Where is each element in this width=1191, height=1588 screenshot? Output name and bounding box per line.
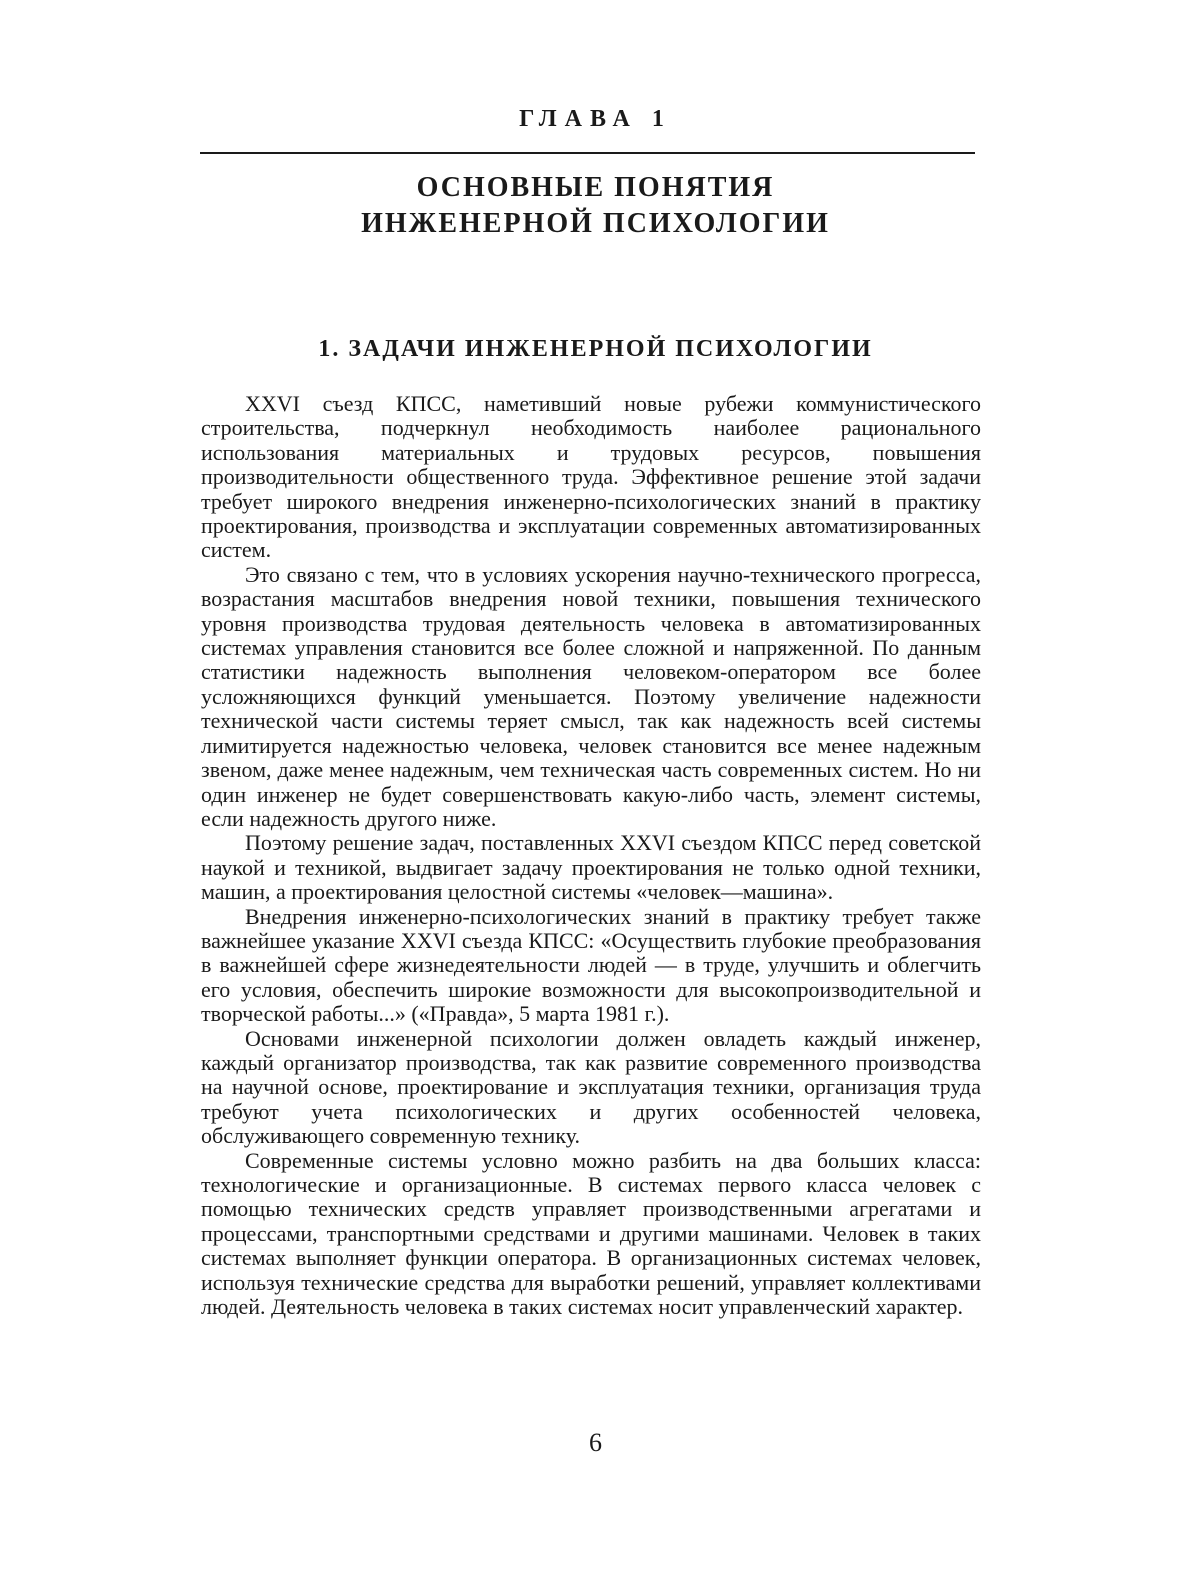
chapter-title-line-2: ИНЖЕНЕРНОЙ ПСИХОЛОГИИ — [361, 208, 830, 239]
chapter-divider — [200, 152, 975, 154]
paragraph: Основами инженерной психологии должен овладеть каждый инженер, каждый организатор производства, так как развитие современного производства на научной основе, проектирование и эксплуатация техники, организация труда требуют учета психологических и других особенностей человека, обслуживающего современную технику. — [201, 1025, 981, 1149]
paragraph: Внедрения инженерно-психологических знаний в практику требует также важнейшее указание XXVI съезда КПСС: «Осуществить глубокие преобразования в важнейшей сфере жизнедеятельности людей — в труде, улучшить и облегчить его условия, обеспечить широкие возможности для высокопроизводительной и творческой работы...» («Правда», 5 марта 1981 г.). — [201, 903, 981, 1027]
paragraph: Поэтому решение задач, поставленных XXVI съездом КПСС перед советской наукой и техникой, выдвигает задачу проектирования не только одной техники, машин, а проектирования целостной системы «человек—машина». — [201, 830, 981, 905]
section-title: 1. ЗАДАЧИ ИНЖЕНЕРНОЙ ПСИХОЛОГИИ — [318, 336, 873, 362]
body-text — [201, 392, 981, 1319]
paragraph: Современные системы условно можно разбить на два больших класса: технологические и организационные. В системах первого класса человек с помощью технических средств управляет производственными агрегатами и процессами, транспортными средствами и другими машинами. Человек в таких системах выполняет функции оператора. В организационных системах человек, используя технические средства для выработки решений, управляет коллективами людей. Деятельность человека в таких системах носит управленческий характер. — [201, 1147, 981, 1320]
page-number: 6 — [589, 1428, 602, 1457]
chapter-label: ГЛАВА 1 — [519, 106, 672, 132]
chapter-title — [0, 170, 1191, 242]
paragraph: Это связано с тем, что в условиях ускорения научно-технического прогресса, возрастания масштабов внедрения новой техники, повышения технического уровня производства трудовая деятельность человека в автоматизированных системах управления становится все более сложной и напряженной. По данным статистики надежность выполнения человеком-оператором все более усложняющихся функций уменьшается. Поэтому увеличение надежности технической части системы теряет смысл, так как надежность всей системы лимитируется надежностью человека, человек становится все менее надежным звеном, даже менее надежным, чем техническая часть современных систем. Но ни один инженер не будет совершенствовать какую-либо часть, элемент системы, если надежность другого ниже. — [201, 561, 981, 831]
chapter-title-line-1: ОСНОВНЫЕ ПОНЯТИЯ — [416, 172, 775, 203]
paragraph: XXVI съезд КПСС, наметивший новые рубежи коммунистического строительства, подчеркнул необходимость наиболее рационального использования материальных и трудовых ресурсов, повышения производительности общественного труда. Эффективное решение этой задачи требует широкого внедрения инженерно-психологических знаний в практику проектирования, производства и эксплуатации современных автоматизированных систем. — [201, 391, 981, 563]
